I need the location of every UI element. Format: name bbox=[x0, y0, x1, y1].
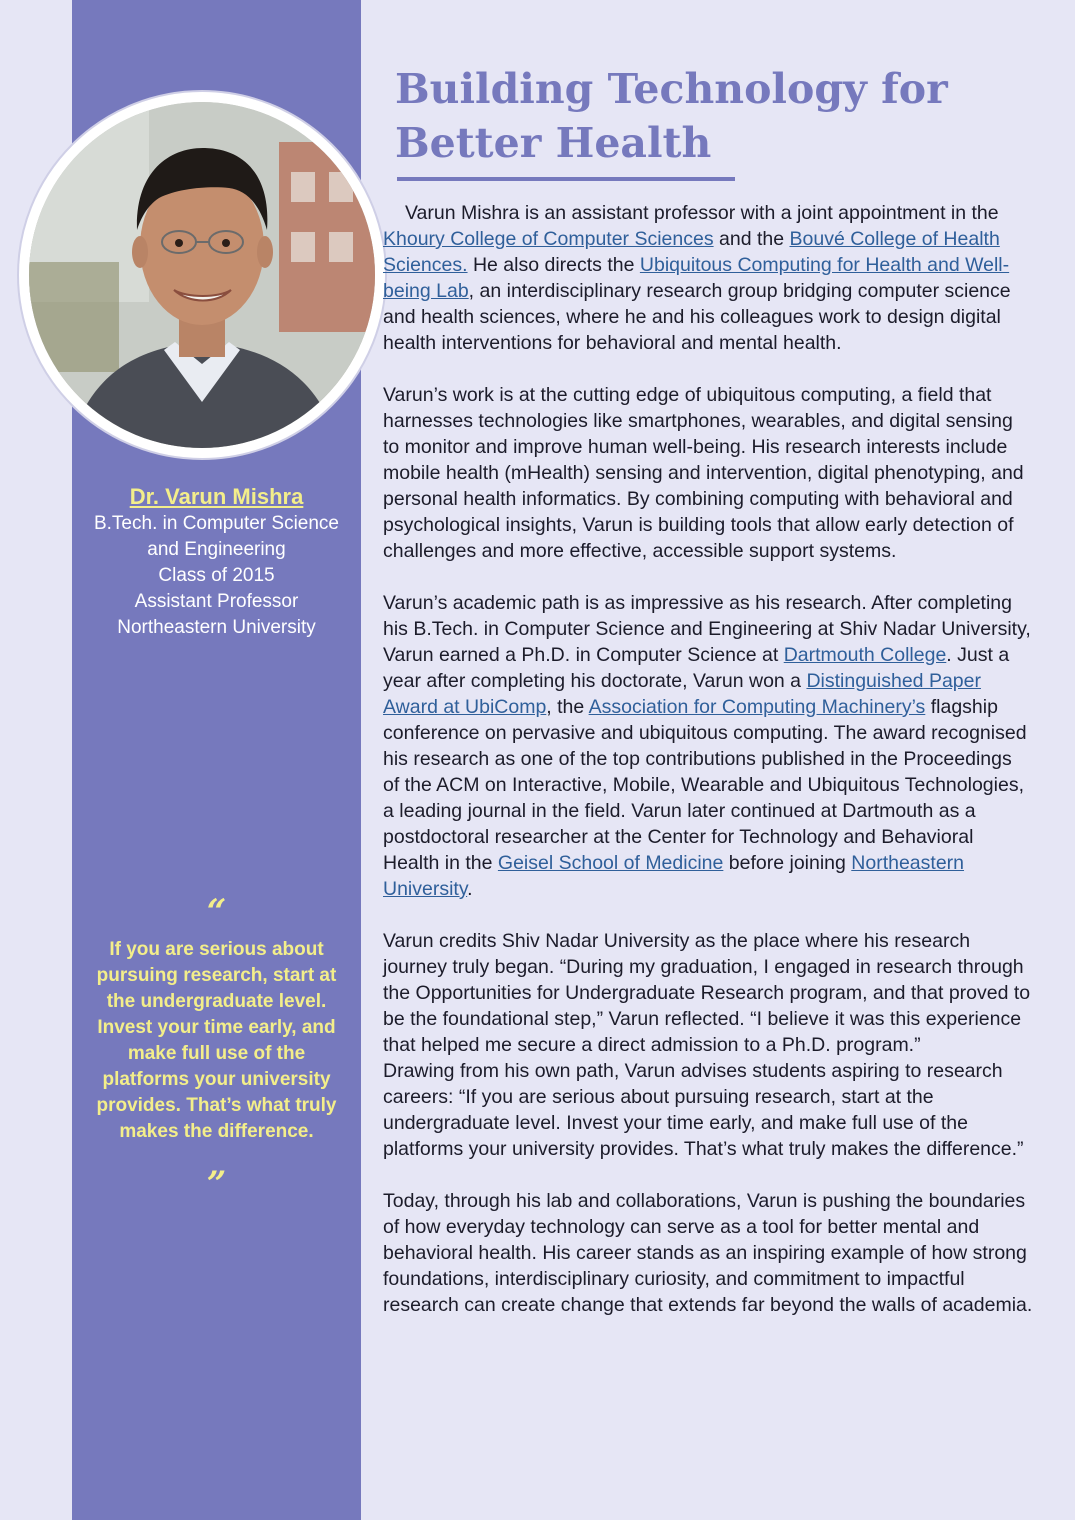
profile-degree-line-1: B.Tech. in Computer Science bbox=[93, 513, 339, 534]
open-quote-icon: “ bbox=[206, 892, 227, 932]
profile-details bbox=[72, 483, 361, 641]
academic-text-2: . Just a year after completing his doctorate, Varun won a bbox=[383, 644, 1010, 692]
link-northeastern-university[interactable]: Northeastern University bbox=[383, 852, 965, 900]
pull-quote bbox=[72, 892, 361, 1204]
close-quote-icon: ” bbox=[206, 1164, 227, 1204]
link-ubiquitous-lab[interactable]: Ubiquitous Computing for Health and Well-being Lab bbox=[383, 254, 1010, 302]
profile-degree-line-2: and Engineering bbox=[147, 539, 286, 560]
pull-quote-text: If you are serious about pursuing research, start at the undergraduate level. Invest your time early, and make full use of the platforms your university provides. That’s what truly makes the difference. bbox=[96, 939, 337, 1142]
profile-position: Assistant Professor bbox=[134, 591, 299, 612]
link-dartmouth-college[interactable]: Dartmouth College bbox=[783, 644, 947, 666]
intro-text-1: Varun Mishra is an assistant professor with a joint appointment in the bbox=[405, 202, 999, 224]
link-khoury-college[interactable]: Khoury College of Computer Sciences bbox=[383, 228, 714, 250]
article-paragraph-credits: Varun credits Shiv Nadar University as the place where his research journey truly began. “During my graduation, I engaged in research through the Opportunities for Undergraduate Research program, and that proved to be the foundational step,” Varun reflected. “I believe it was this experience that helped me secure a direct admission to a Ph.D. program.” bbox=[383, 930, 1031, 1056]
intro-text-4: , an interdisciplinary research group bridging computer science and health sciences, where he and his colleagues work to design digital health interventions for behavioral and mental health. bbox=[383, 280, 1011, 354]
article-body bbox=[383, 200, 1033, 1344]
academic-text-1: Varun’s academic path is as impressive as his research. After completing his B.Tech. in Computer Science and Engineering at Shiv Nadar University, Varun earned a Ph.D. in Computer Science at bbox=[383, 592, 1031, 666]
academic-text-4: flagship conference on pervasive and ubiquitous computing. The award recognised his research as one of the top contributions published in the Proceedings of the ACM on Interactive, Mobile, Wearable and Ubiquitous Technologies, a leading journal in the field. Varun later continued at Dartmouth as a postdoctoral researcher at the Center for Technology and Behavioral Health in the bbox=[383, 696, 1027, 874]
portrait-illustration bbox=[29, 102, 375, 448]
page-title: Building Technology for Better Health bbox=[395, 65, 948, 167]
link-bouve-college[interactable]: Bouvé College of Health Sciences. bbox=[383, 228, 1000, 276]
intro-text-3: He also directs the bbox=[467, 254, 640, 276]
link-ubicomp-award[interactable]: Distinguished Paper Award at UbiComp bbox=[383, 670, 981, 718]
profile-class-year: Class of 2015 bbox=[158, 565, 275, 586]
article-paragraph-academic-path bbox=[383, 590, 1033, 902]
intro-text-2: and the bbox=[713, 228, 790, 250]
academic-text-5: before joining bbox=[723, 852, 852, 874]
article-paragraph-research: Varun’s work is at the cutting edge of ubiquitous computing, a field that harnesses technologies like smartphones, wearables, and digital sensing to monitor and improve human well-being. His research interests include mobile health (mHealth) sensing and intervention, digital phenotyping, and personal health informatics. By combining computing with behavioral and psychological insights, Varun is building tools that allow early detection of challenges and more effective, accessible support systems. bbox=[383, 384, 1024, 562]
profile-name[interactable]: Dr. Varun Mishra bbox=[129, 484, 304, 509]
profile-institution: Northeastern University bbox=[117, 617, 316, 638]
academic-text-6: . bbox=[467, 878, 473, 900]
profile-photo bbox=[29, 102, 375, 448]
academic-text-3: , the bbox=[546, 696, 589, 718]
link-acm[interactable]: Association for Computing Machinery’s bbox=[588, 696, 926, 718]
link-geisel-school[interactable]: Geisel School of Medicine bbox=[497, 852, 724, 874]
article-paragraph-intro bbox=[383, 200, 1033, 356]
profile-photo-frame bbox=[17, 90, 387, 460]
title-underline bbox=[397, 177, 735, 181]
article-paragraph-advice: Drawing from his own path, Varun advises students aspiring to research careers: “If you are serious about pursuing research, start at the undergraduate level. Invest your time early, and make full use of the platforms your university provides. That’s what truly makes the difference.” bbox=[383, 1060, 1024, 1160]
article-paragraph-conclusion: Today, through his lab and collaborations, Varun is pushing the boundaries of how everyday technology can serve as a tool for better mental and behavioral health. His career stands as an inspiring example of how strong foundations, interdisciplinary curiosity, and commitment to impactful research can create change that extends far beyond the walls of academia. bbox=[383, 1190, 1033, 1316]
